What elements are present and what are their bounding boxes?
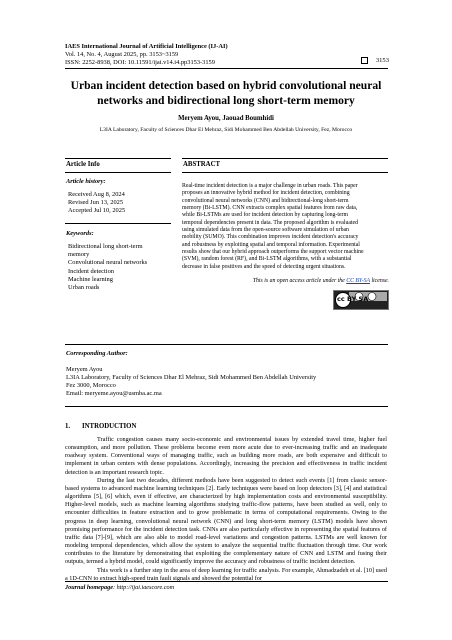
keywords-heading: Keywords: [66, 230, 94, 237]
corresponding-bottom-rule [65, 406, 388, 407]
abstract-heading: ABSTRACT [183, 161, 221, 168]
journal-issn: ISSN: 2252-8938, DOI: 10.11591/ijai.v14.i4.pp3153-3159 [65, 59, 215, 66]
title-line-1: Urban incident detection based on hybrid convolutional neural [70, 79, 382, 92]
history-list [68, 191, 125, 216]
corresponding-affiliation: L3IA Laboratory, Faculty of Sciences Dhar El Mehraz, Sidi Mohammed Ben Abdellah University [66, 374, 317, 381]
abstract-line: proposes an innovative hybrid method for incident detection, combining [182, 190, 350, 197]
corresponding-details [66, 366, 316, 398]
abstract-sub-rule [182, 172, 388, 173]
title-line-2: networks and bidirectional long short-term memory [97, 94, 355, 107]
journal-name: IAES International Journal of Artificial Intelligence (IJ-AI) [65, 43, 228, 50]
section-heading-introduction: 1. INTRODUCTION [65, 423, 137, 430]
corresponding-heading: Corresponding Author: [66, 350, 128, 357]
corresponding-email[interactable]: Email: meryeme.ayou@usmba.ac.ma [66, 390, 162, 397]
keyword-item: Convolutional neural networks [68, 259, 148, 267]
abstract-line: decrease in false positives and the speed of detecting urgent situations. [182, 263, 346, 270]
affiliation: L3IA Laboratory, Faculty of Sciences Dhar El Mehraz, Sidi Mohammed Ben Abdellah University, Fez, Morocco [99, 127, 353, 133]
history-revised: Revised Jun 13, 2025 [68, 199, 124, 207]
abstract-line: convolutional neural networks (CNN) and bidirectional-long short-term [182, 197, 349, 204]
history-received: Received Aug 8, 2024 [68, 191, 125, 198]
keyword-item: Incident detection [68, 267, 114, 275]
page-number-area [361, 57, 389, 64]
page-number: 3153 [375, 57, 389, 64]
abstract-line: using simulated data from the open-source software simulation of urban [182, 227, 349, 234]
abstract-line: and robustness by exploiting spatial and temporal information. Experimental [182, 241, 360, 248]
footer-rule [65, 581, 388, 582]
abstract-line: memory (Bi-LSTM). CNN extracts complex spatial features from raw data, [182, 205, 358, 212]
footer-url[interactable]: : http://ijai.iaescore.com [112, 584, 175, 591]
journal-volume: Vol. 14, No. 4, August 2025, pp. 3153~3159 [65, 51, 179, 58]
corresponding-address: Fez 3000, Morocco [66, 382, 116, 389]
authors: Meryem Ayou, Jaouad Boumhidi [178, 115, 274, 122]
article-info-heading: Article Info [66, 161, 100, 168]
abstract-top-rule [182, 158, 388, 159]
abstract-line: (SVM), random forest (RF), and Bi-LSTM algorithms, with a substantial [182, 256, 352, 263]
keywords-list [68, 243, 147, 292]
intro-paragraph-3: This work is a further step in the area of deep learning for traffic analysis. For example, Ahmadzadeh et al. [10] used a 1D-CNN to extract high-speed train fault signals and showed the potential for [65, 566, 387, 582]
introduction-body [65, 436, 387, 583]
keyword-item: memory [68, 251, 90, 259]
info-sub-rule [65, 172, 171, 173]
intro-paragraph-2: During the last two decades, different methods have been suggested to detect such events [1] from classic sensor-based systems to advanced machine learning techniques [2]. Early techniques were based on loop detectors [3], [4] and statistical algorithms [5], [6] which, even if effective, are characterized by high implementation costs and environmental susceptibility. Higher-level models, such as machine learning algorithms studying traffic-flow patterns, have been studied as well, only to encounter difficulties in feature extraction and to grow problematic in terms of computational requirements. Owing to the progress in deep learning, convolutional neural network (CNN) and long short-term memory (LSTM) models have shown promising performance for the incident detection task. CNNs are also particularly effective in representing the spatial features of traffic data [7]-[9], which are also able to model road-level variations and congestion patterns. LSTMs are well known for modeling temporal dependencies, which allow the system to analyze the sequential traffic fluctuation through time. Our work contributes to the literature by demonstrating that exploiting the complementary nature of CNN and LSTM and fusing their outputs, termed a hybrid model, could significantly improve the accuracy and robustness of traffic incident detection. [65, 476, 387, 566]
abstract-line: results show that our hybrid approach outperforms the support vector machine [182, 249, 364, 256]
license-link[interactable]: CC BY-SA [346, 278, 370, 284]
abstract-line: mobility (SUMO). This combination improves incident detection's accuracy [182, 234, 359, 241]
abstract-bottom-rule [65, 344, 388, 345]
keyword-item: Bidirectional long short-term [68, 243, 143, 250]
history-rule [65, 223, 171, 224]
keyword-item: Machine learning [68, 275, 113, 283]
abstract-text [182, 183, 388, 271]
history-heading: Article history: [66, 178, 106, 185]
square-icon [361, 57, 368, 64]
corresponding-name: Meryem Ayou [66, 366, 103, 373]
history-accepted: Accepted Jul 10, 2025 [68, 207, 126, 215]
intro-paragraph-1: Traffic congestion causes many socio-economic and environmental issues by extended travel time, higher fuel consumption, and more pollution. These problems become even more acute due to ever-increasing traffic and an inadequate roadway system. Conventional ways of managing traffic, such as building more roads, are both expensive and difficult to implement in urban centers with dense populations. Accordingly, increasing the precision and effectiveness in traffic incident detection is an important research topic. [65, 436, 387, 476]
abstract-line: Real-time incident detection is a major challenge in urban roads. This paper [182, 183, 358, 189]
info-top-rule [65, 158, 171, 159]
abstract-line: temporal dependencies present in data. The proposed algorithm is evaluated [182, 219, 358, 226]
footer-label: Journal homepage [65, 584, 113, 591]
journal-homepage [65, 584, 174, 591]
license-note [253, 278, 389, 284]
keyword-item: Urban roads [68, 284, 100, 292]
abstract-line: while Bi-LSTMs are used for incident detection by capturing long-term [182, 212, 348, 219]
cc-badge-text: cc BY SA [337, 295, 369, 303]
paper-title [50, 78, 402, 108]
license-text: This is an open access article under the [252, 278, 347, 284]
license-end: license. [370, 278, 389, 284]
header-rule [65, 68, 388, 69]
cc-license-badge-icon[interactable] [333, 290, 389, 310]
